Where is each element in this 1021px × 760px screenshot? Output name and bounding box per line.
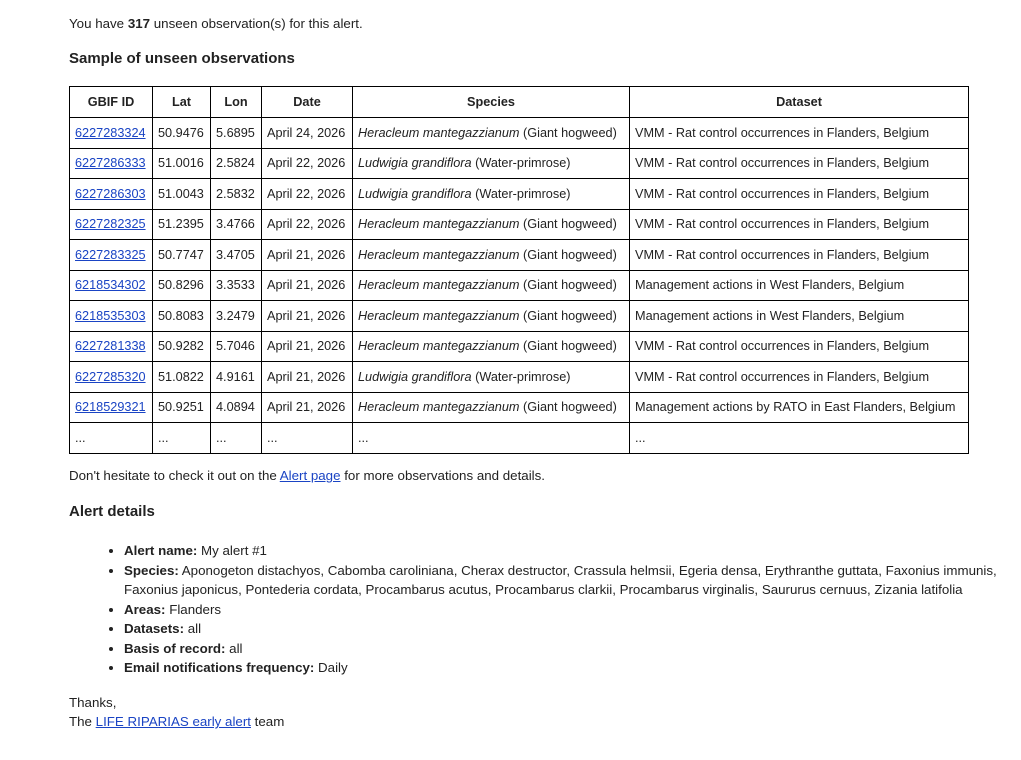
header-dataset: Dataset [630,87,969,118]
species-common-name: (Water-primrose) [475,186,571,201]
cell-lon: 2.5824 [211,148,262,179]
table-row [70,240,969,271]
cell-gbif-id [70,148,153,179]
gbif-id-link[interactable]: 6227281338 [75,339,146,354]
species-common-name: (Water-primrose) [475,156,571,171]
species-scientific-name: Heracleum mantegazzianum [358,278,520,293]
cell-lon: 3.4766 [211,209,262,240]
cell-gbif-id [70,362,153,393]
cell-species [353,118,630,149]
cta-suffix: for more observations and details. [340,468,545,483]
cell-lat: 51.2395 [153,209,211,240]
cell-species [353,392,630,423]
cell-date: April 22, 2026 [262,209,353,240]
cell-gbif-id [70,118,153,149]
species-common-name: (Giant hogweed) [523,278,617,293]
cell-date: April 21, 2026 [262,392,353,423]
cell-species [353,240,630,271]
unseen-count: 317 [127,16,151,31]
table-row [70,148,969,179]
cell-dataset: VMM - Rat control occurrences in Flanders, Belgium [630,331,969,362]
cell-lon: 2.5832 [211,179,262,210]
species-common-name: (Giant hogweed) [523,247,617,262]
detail-value: Aponogeton distachyos, Cabomba caroliniana, Cherax destructor, Crassula helmsii, Egeria densa, Erythranthe guttata, Faxonius immunis, Faxonius japonicus, Pontederia cordata, Procambarus acutus, Procambarus clarkii, Procambarus virginalis, Saururus cernuus, Zizania latifolia [124,562,997,597]
details-heading: Alert details [69,503,155,520]
cta-prefix: Don't hesitate to check it out on the [69,468,280,483]
species-scientific-name: Heracleum mantegazzianum [358,125,520,140]
detail-label: Datasets: [124,621,185,636]
cell-lat: 51.0822 [153,362,211,393]
alert-details-list [69,541,1021,678]
alert-detail-item [124,600,1021,620]
species-scientific-name: Ludwigia grandiflora [358,369,472,384]
cell-species [353,331,630,362]
detail-value: Daily [314,660,348,675]
alert-page-link[interactable]: Alert page [279,468,341,483]
cell-date: April 22, 2026 [262,148,353,179]
alert-detail-item [124,658,1021,678]
signoff [69,693,284,731]
table-body [70,118,969,454]
cell-gbif-id [70,179,153,210]
header-species: Species [353,87,630,118]
cell-species [353,179,630,210]
cell-gbif-id [70,270,153,301]
intro-prefix: You have [69,16,128,31]
species-scientific-name: Ludwigia grandiflora [358,156,472,171]
cell-date: April 21, 2026 [262,301,353,332]
cell-lon: 5.6895 [211,118,262,149]
gbif-id-link[interactable]: 6227283324 [75,125,146,140]
alert-detail-item [124,561,1021,600]
species-common-name: (Giant hogweed) [523,217,617,232]
detail-label: Areas: [124,601,166,617]
species-scientific-name: Heracleum mantegazzianum [358,247,520,262]
species-scientific-name: Heracleum mantegazzianum [358,308,520,323]
cell-gbif-id [70,301,153,332]
cell-gbif-id [70,240,153,271]
cell-gbif-id [70,209,153,240]
cell-dataset: VMM - Rat control occurrences in Flanders, Belgium [630,118,969,149]
table-row [70,392,969,423]
ellipsis-cell: ... [353,423,630,454]
cell-lon: 4.9161 [211,362,262,393]
intro-text [69,15,363,32]
alert-detail-item [124,639,1021,659]
cell-date: April 21, 2026 [262,270,353,301]
species-scientific-name: Heracleum mantegazzianum [358,400,520,415]
species-common-name: (Water-primrose) [475,369,571,384]
cell-species [353,209,630,240]
gbif-id-link[interactable]: 6227282325 [75,217,146,232]
alert-detail-item [124,619,1021,639]
gbif-id-link[interactable]: 6218535303 [75,308,146,323]
header-date: Date [262,87,353,118]
team-link[interactable]: LIFE RIPARIAS early alert [95,714,251,729]
cell-lon: 4.0894 [211,392,262,423]
cell-lat: 51.0016 [153,148,211,179]
cell-dataset: VMM - Rat control occurrences in Flanders, Belgium [630,362,969,393]
cell-lat: 51.0043 [153,179,211,210]
cell-lat: 50.9251 [153,392,211,423]
species-scientific-name: Heracleum mantegazzianum [358,339,520,354]
table-row [70,331,969,362]
cell-date: April 22, 2026 [262,179,353,210]
detail-label: Species: [124,562,179,578]
table-row-ellipsis [70,423,969,454]
detail-label: Basis of record: [124,640,226,656]
table-header-row [70,87,969,118]
species-common-name: (Giant hogweed) [523,125,617,140]
cell-lon: 3.4705 [211,240,262,271]
cell-gbif-id [70,331,153,362]
cta-text [69,467,545,484]
header-lon: Lon [211,87,262,118]
cell-dataset: VMM - Rat control occurrences in Flanders, Belgium [630,209,969,240]
ellipsis-cell: ... [262,423,353,454]
cell-gbif-id [70,392,153,423]
cell-dataset: Management actions in West Flanders, Belgium [630,270,969,301]
gbif-id-link[interactable]: 6218534302 [75,278,146,293]
observations-table [69,86,969,454]
cell-species [353,148,630,179]
thanks-text: Thanks, [69,695,117,710]
cell-lon: 3.2479 [211,301,262,332]
header-gbif-id: GBIF ID [70,87,153,118]
team-suffix: team [250,714,285,729]
table-row [70,118,969,149]
ellipsis-cell: ... [211,423,262,454]
table-row [70,179,969,210]
cell-lon: 5.7046 [211,331,262,362]
cell-dataset: VMM - Rat control occurrences in Flanders, Belgium [630,148,969,179]
intro-suffix: unseen observation(s) for this alert. [150,16,363,31]
table-row [70,209,969,240]
cell-lat: 50.8083 [153,301,211,332]
cell-lat: 50.7747 [153,240,211,271]
gbif-id-link[interactable]: 6227285320 [75,369,146,384]
cell-date: April 24, 2026 [262,118,353,149]
cell-date: April 21, 2026 [262,240,353,271]
species-common-name: (Giant hogweed) [523,400,617,415]
detail-label: Alert name: [124,543,198,558]
cell-lat: 50.9282 [153,331,211,362]
cell-species [353,270,630,301]
header-lat: Lat [153,87,211,118]
cell-date: April 21, 2026 [262,362,353,393]
alert-detail-item [124,541,1021,561]
detail-value: Flanders [165,601,222,617]
ellipsis-cell: ... [630,423,969,454]
detail-label: Email notifications frequency: [124,660,315,675]
gbif-id-link[interactable]: 6227286333 [75,156,146,171]
cell-lon: 3.3533 [211,270,262,301]
cell-lat: 50.9476 [153,118,211,149]
species-common-name: (Giant hogweed) [523,308,617,323]
cell-date: April 21, 2026 [262,331,353,362]
cell-dataset: VMM - Rat control occurrences in Flanders, Belgium [630,179,969,210]
team-prefix: The [69,714,96,729]
table-row [70,362,969,393]
cell-species [353,301,630,332]
detail-value: all [184,621,202,636]
species-scientific-name: Heracleum mantegazzianum [358,217,520,232]
cell-dataset: Management actions by RATO in East Flanders, Belgium [630,392,969,423]
species-common-name: (Giant hogweed) [523,339,617,354]
gbif-id-link[interactable]: 6218529321 [75,400,146,415]
sample-heading: Sample of unseen observations [69,50,295,67]
gbif-id-link[interactable]: 6227283325 [75,247,146,262]
cell-dataset: Management actions in West Flanders, Belgium [630,301,969,332]
cell-species [353,362,630,393]
detail-value: My alert #1 [197,543,267,558]
species-scientific-name: Ludwigia grandiflora [358,186,472,201]
ellipsis-cell: ... [70,423,153,454]
table-row [70,270,969,301]
ellipsis-cell: ... [153,423,211,454]
cell-dataset: VMM - Rat control occurrences in Flanders, Belgium [630,240,969,271]
table-row [70,301,969,332]
detail-value: all [225,640,243,656]
cell-lat: 50.8296 [153,270,211,301]
gbif-id-link[interactable]: 6227286303 [75,186,146,201]
